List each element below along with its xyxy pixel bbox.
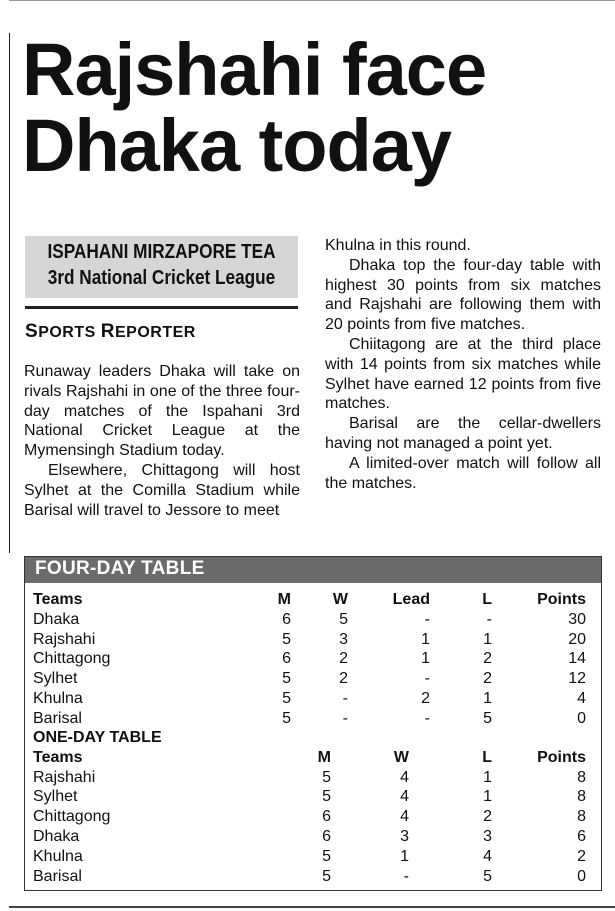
table-cell: 3 xyxy=(339,630,348,648)
table-cell: 4 xyxy=(577,689,586,707)
table-cell: 8 xyxy=(577,768,586,786)
table-header-row xyxy=(33,748,593,768)
table-cell: M xyxy=(317,748,331,766)
table-cell: 6 xyxy=(322,827,331,845)
table-cell: 5 xyxy=(339,610,348,628)
table-cell: 4 xyxy=(400,768,409,786)
team-cell: Chittagong xyxy=(33,808,111,826)
article-column-left xyxy=(24,362,300,520)
table-cell: 5 xyxy=(282,689,291,707)
table-row xyxy=(33,689,593,709)
table-cell: 6 xyxy=(577,827,586,845)
top-rule xyxy=(9,0,615,1)
byline-word-2: EPORTER xyxy=(115,324,196,341)
table-cell: 1 xyxy=(483,630,492,648)
table-row xyxy=(33,847,593,867)
table-row xyxy=(33,610,593,630)
team-cell: Barisal xyxy=(33,709,82,727)
byline-initial-1: S xyxy=(25,321,39,342)
table-cell: 8 xyxy=(577,808,586,826)
four-day-table xyxy=(33,590,593,729)
table-cell: 1 xyxy=(421,650,430,668)
one-day-table-title xyxy=(33,728,593,748)
table-cell: 6 xyxy=(322,808,331,826)
left-column-rule xyxy=(9,33,10,553)
table-cell: Points xyxy=(537,591,586,608)
table-cell: W xyxy=(393,748,409,766)
article-paragraph: A limited-over match will follow all the matches. xyxy=(325,454,601,492)
table-row xyxy=(33,669,593,689)
table-cell: 5 xyxy=(483,867,492,885)
byline-rule xyxy=(25,306,298,309)
table-cell: 1 xyxy=(483,689,492,707)
table-cell: 0 xyxy=(577,709,586,727)
table-cell: - xyxy=(342,689,348,707)
article-paragraph: Elsewhere, Chittagong will host Sylhet at the Comilla Stadium while Barisal will travel to Jessore to meet xyxy=(24,461,300,519)
headline xyxy=(22,28,612,187)
table-cell: 5 xyxy=(322,847,331,865)
team-cell: Khulna xyxy=(33,689,83,707)
table-cell: 14 xyxy=(568,650,586,668)
table-cell: 2 xyxy=(339,650,348,668)
table-row xyxy=(33,709,593,729)
byline xyxy=(25,321,196,343)
table-cell: 2 xyxy=(483,650,492,668)
table-cell: - xyxy=(424,709,430,727)
article-paragraph: Chiitagong are at the third place with 14 points from six matches while Sylhet have earned 12 points from five matches. xyxy=(325,335,601,413)
table-row xyxy=(33,768,593,788)
table-cell: 5 xyxy=(282,670,291,688)
table-cell: - xyxy=(403,867,409,885)
team-cell: Dhaka xyxy=(33,610,80,628)
table-cell: - xyxy=(486,610,492,628)
team-cell: Barisal xyxy=(33,867,82,885)
team-cell: Teams xyxy=(33,748,83,766)
team-cell: Dhaka xyxy=(33,827,80,845)
table-cell: 6 xyxy=(282,610,291,628)
four-day-table-title: FOUR-DAY TABLE xyxy=(35,558,205,579)
table-cell: 5 xyxy=(483,709,492,727)
table-cell: Lead xyxy=(392,591,430,608)
team-cell: Teams xyxy=(33,591,83,608)
table-cell: 0 xyxy=(577,867,586,885)
table-cell: 1 xyxy=(483,788,492,806)
byline-word-1: PORTS xyxy=(38,324,96,341)
article-paragraph: Khulna in this round. xyxy=(325,237,471,254)
team-cell: Rajshahi xyxy=(33,768,96,786)
table-cell: 5 xyxy=(282,709,291,727)
table-row xyxy=(33,867,593,887)
four-day-table-header xyxy=(25,557,601,583)
kicker-box xyxy=(25,236,298,298)
table-cell: 5 xyxy=(282,630,291,648)
table-cell: - xyxy=(424,670,430,688)
table-cell: L xyxy=(482,748,492,766)
table-cell: 2 xyxy=(483,670,492,688)
kicker-line-2: 3rd National Cricket League xyxy=(47,267,276,289)
table-cell: 1 xyxy=(400,847,409,865)
table-row xyxy=(33,807,593,827)
article-column-right xyxy=(325,236,601,493)
table-cell: 4 xyxy=(400,788,409,806)
table-cell: 1 xyxy=(483,768,492,786)
one-day-table xyxy=(33,728,593,886)
table-cell: 4 xyxy=(483,847,492,865)
team-cell: Chittagong xyxy=(33,650,111,668)
table-cell: 2 xyxy=(339,670,348,688)
table-row xyxy=(33,787,593,807)
table-row xyxy=(33,649,593,669)
bottom-rule xyxy=(9,906,615,908)
table-row xyxy=(33,827,593,847)
team-cell: Khulna xyxy=(33,847,83,865)
table-cell: 30 xyxy=(568,610,586,628)
headline-line-1: Rajshahi face xyxy=(22,28,487,111)
byline-initial-2: R xyxy=(100,321,115,342)
team-cell: Sylhet xyxy=(33,788,78,806)
table-cell: W xyxy=(332,591,348,608)
table-cell: 2 xyxy=(483,808,492,826)
table-cell: - xyxy=(424,610,430,628)
article-paragraph: Barisal are the cellar-dwellers having not managed a point yet. xyxy=(325,415,601,452)
table-cell: 3 xyxy=(400,827,409,845)
table-cell: L xyxy=(482,591,492,608)
table-cell: 20 xyxy=(568,630,586,648)
table-cell: 2 xyxy=(577,847,586,865)
table-cell: 3 xyxy=(483,827,492,845)
team-cell: Rajshahi xyxy=(33,630,96,648)
table-cell: 1 xyxy=(421,630,430,648)
table-cell: 5 xyxy=(322,768,331,786)
table-cell: 5 xyxy=(322,867,331,885)
headline-line-2: Dhaka today xyxy=(22,104,452,187)
table-cell: 6 xyxy=(282,650,291,668)
table-cell: - xyxy=(342,709,348,727)
table-row xyxy=(33,630,593,650)
standings-table-box xyxy=(24,556,602,891)
table-cell: M xyxy=(277,591,291,608)
table-cell: 5 xyxy=(322,788,331,806)
table-cell: 12 xyxy=(568,670,586,688)
table-cell: 4 xyxy=(400,808,409,826)
table-title-text: ONE-DAY TABLE xyxy=(33,729,162,746)
article-paragraph: Runaway leaders Dhaka will take on rivals Rajshahi in one of the three four-day matches of the Ispahani 3rd National Cricket League at the Mymensingh Stadium today. xyxy=(24,363,300,460)
team-cell: Sylhet xyxy=(33,670,78,688)
table-cell: 2 xyxy=(421,689,430,707)
table-header-row xyxy=(33,590,593,610)
table-cell: Points xyxy=(537,748,586,766)
table-cell: 8 xyxy=(577,788,586,806)
article-paragraph: Dhaka top the four-day table with highest 30 points from six matches and Rajshahi are following them with 20 points from five matches. xyxy=(325,256,601,334)
kicker-line-1: ISPAHANI MIRZAPORE TEA xyxy=(47,241,276,263)
